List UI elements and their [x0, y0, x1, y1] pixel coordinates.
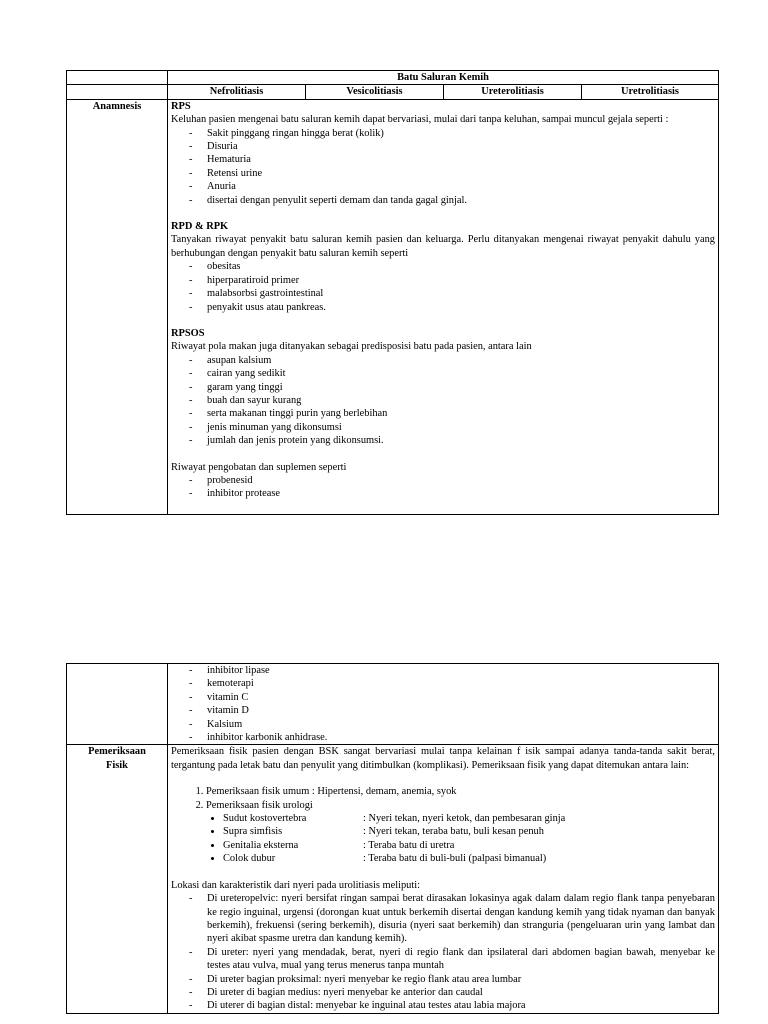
lokasi-intro: Lokasi dan karakteristik dari nyeri pada urolitiasis meliputi:	[171, 879, 421, 891]
list-item: • Sudut kostovertebra : Nyeri tekan, nyeri ketok, dan pembesaran ginja	[223, 812, 715, 825]
col-header-uretrolitiasis: Uretrolitiasis	[582, 85, 719, 99]
obat-list-continued	[171, 664, 715, 744]
list-item: - obesitas	[189, 260, 715, 273]
list-item: - Di ureter di bagian medius: nyeri menyebar ke anterior dan caudal	[189, 986, 715, 999]
list-item: - jenis minuman yang dikonsumsi	[189, 421, 715, 434]
list-item: - inhibitor karbonik anhidrase.	[189, 731, 715, 744]
list-item: - malabsorbsi gastrointestinal	[189, 287, 715, 300]
col-header-ureterolitiasis: Ureterolitiasis	[444, 85, 582, 99]
list-item: - probenesid	[189, 474, 715, 487]
anamnesis-content	[168, 99, 719, 514]
corner-cell	[67, 85, 168, 99]
rps-list	[171, 127, 715, 207]
col-header-nefrolitiasis: Nefrolitiasis	[168, 85, 306, 99]
list-item: - hiperparatiroid primer	[189, 274, 715, 287]
rps-text: Keluhan pasien mengenai batu saluran kemih dapat bervariasi, mulai dari tanpa keluhan, sampai muncul gejala seperti :	[171, 114, 669, 126]
list-item: - Di ureteropelvic: nyeri bersifat ringan sampai berat dirasakan lokasinya agak dalam dalam regio flank tanpa penyebaran ke regio inguinal, urgensi (dorongan kuat untuk berkemih disertai dengan kandung kemih yang tidak nyaman dan banyak berkemih), frekuensi (sering berkemih), disuria (nyeri saat berkemih) dan stranguria (pengeluaran urin yang lambat dan nyeri akibat spasme uretra dan kandung kemih).	[189, 892, 715, 946]
list-item: - vitamin D	[189, 704, 715, 717]
table-continued	[66, 663, 719, 1014]
rpsos-heading: RPSOS	[171, 327, 205, 339]
corner-cell	[67, 71, 168, 85]
pf-intro: Pemeriksaan fisik pasien dengan BSK sangat bervariasi mulai tanpa kelainan f isik sampai adanya tanda-tanda sakit berat, tergantung pada letak batu dan penyulit yang ditimbulkan (komplikasi). Pemeriksaan fisik yang dapat ditemukan antara lain:	[171, 746, 715, 771]
list-item: 1. Pemeriksaan fisik umum : Hipertensi, demam, anemia, syok	[206, 785, 715, 798]
list-item: - serta makanan tinggi purin yang berlebihan	[189, 407, 715, 420]
list-item: 2. Pemeriksaan fisik urologi	[206, 799, 715, 812]
list-item: - garam yang tinggi	[189, 381, 715, 394]
list-item: - kemoterapi	[189, 677, 715, 690]
list-item: - inhibitor protease	[189, 487, 715, 500]
rpd-heading: RPD & RPK	[171, 221, 229, 233]
list-item: - vitamin C	[189, 691, 715, 704]
list-item: - Di ureter: nyeri yang mendadak, berat, nyeri di regio flank dan ipsilateral dari abdomen bagian bawah, menyebar ke testes atau vulva, mual yang terus menerus tanpa muntah	[189, 946, 715, 973]
rps-heading: RPS	[171, 100, 191, 112]
table-title: Batu Saluran Kemih	[168, 71, 719, 85]
rpsos-list	[171, 354, 715, 448]
col-header-vesicolitiasis: Vesicolitiasis	[306, 85, 444, 99]
list-item: - Retensi urine	[189, 167, 715, 180]
obat-text: Riwayat pengobatan dan suplemen seperti	[171, 461, 347, 473]
urologi-list	[171, 812, 715, 866]
list-item: • Supra simfisis : Nyeri tekan, teraba batu, buli kesan penuh	[223, 825, 715, 838]
lokasi-list	[171, 892, 715, 1013]
row-label-pemeriksaan-fisik	[67, 745, 168, 1013]
obat-continued	[168, 664, 719, 745]
row-label-line: Pemeriksaan	[88, 746, 146, 758]
list-item: - Disuria	[189, 140, 715, 153]
obat-list	[171, 474, 715, 501]
list-item: - inhibitor lipase	[189, 664, 715, 677]
list-item: - disertai dengan penyulit seperti demam dan tanda gagal ginjal.	[189, 194, 715, 207]
rpd-text: Tanyakan riwayat penyakit batu saluran kemih pasien dan keluarga. Perlu ditanyakan mengenai riwayat penyakit dahulu yang berhubungan dengan penyakit batu saluran kemih seperti	[171, 234, 715, 259]
list-item: - Kalsium	[189, 718, 715, 731]
list-item: - Sakit pinggang ringan hingga berat (kolik)	[189, 127, 715, 140]
rpd-list	[171, 260, 715, 314]
list-item: - asupan kalsium	[189, 354, 715, 367]
list-item: - buah dan sayur kurang	[189, 394, 715, 407]
table-batu-saluran-kemih	[66, 70, 719, 515]
pemeriksaan-fisik-content	[168, 745, 719, 1013]
pf-numbered-list	[171, 785, 715, 812]
row-label-anamnesis: Anamnesis	[67, 99, 168, 514]
list-item: - Di ureter bagian proksimal: nyeri menyebar ke regio flank atau area lumbar	[189, 973, 715, 986]
list-item: - Di uterer di bagian distal: menyebar ke inguinal atau testes atau labia majora	[189, 999, 715, 1012]
list-item: - jumlah dan jenis protein yang dikonsumsi.	[189, 434, 715, 447]
list-item: - Hematuria	[189, 153, 715, 166]
list-item: • Genitalia eksterna : Teraba batu di uretra	[223, 839, 715, 852]
list-item: - penyakit usus atau pankreas.	[189, 301, 715, 314]
rpsos-text: Riwayat pola makan juga ditanyakan sebagai predisposisi batu pada pasien, antara lain	[171, 341, 532, 353]
list-item: • Colok dubur : Teraba batu di buli-buli (palpasi bimanual)	[223, 852, 715, 865]
list-item: - Anuria	[189, 180, 715, 193]
empty-label-cell	[67, 664, 168, 745]
row-label-line: Fisik	[106, 759, 128, 771]
list-item: - cairan yang sedikit	[189, 367, 715, 380]
